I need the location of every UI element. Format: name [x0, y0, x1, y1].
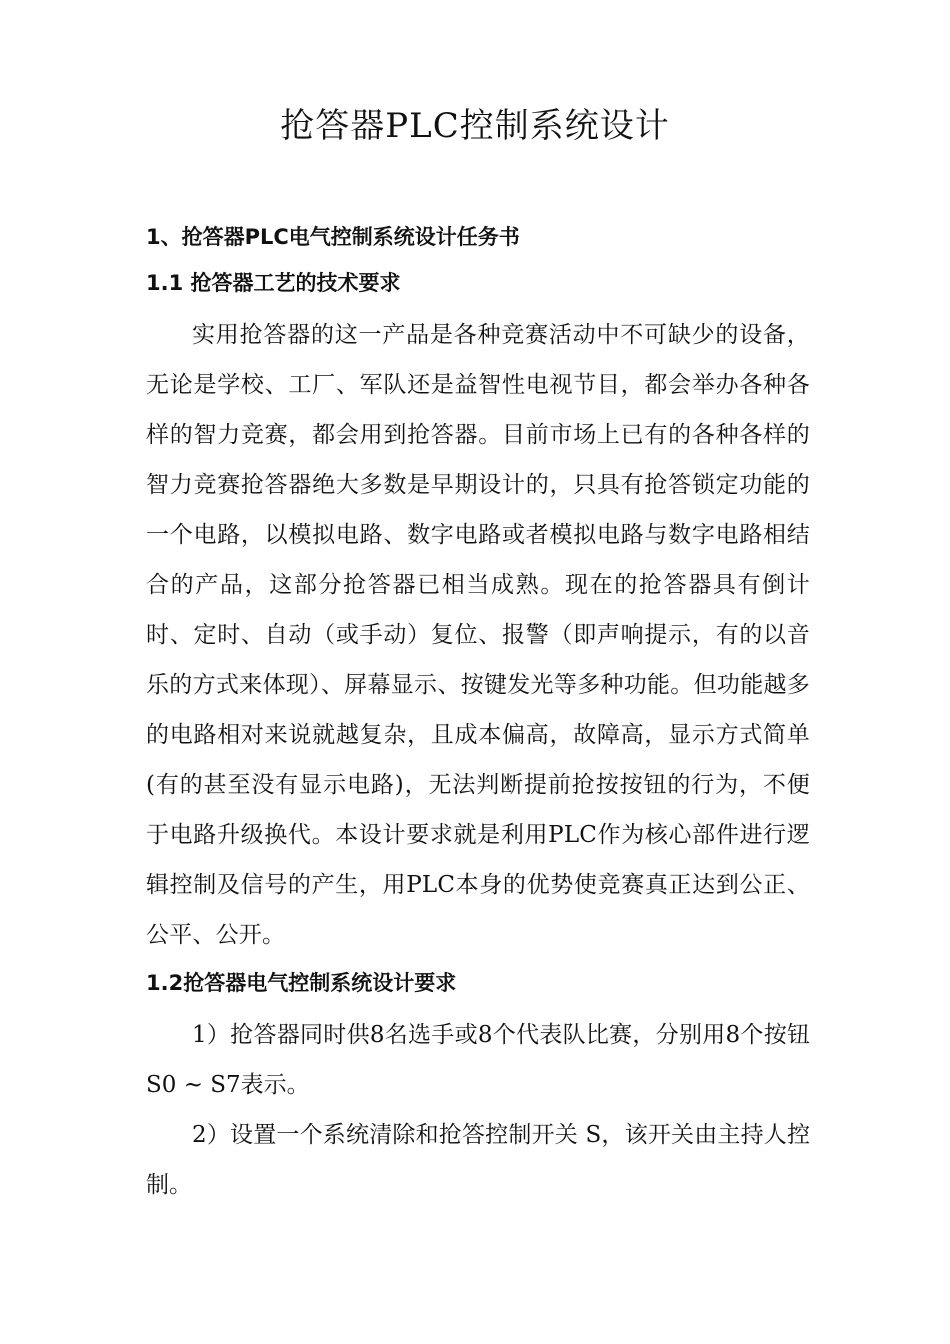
requirement-item-1: 1）抢答器同时供8名选手或8个代表队比赛，分别用8个按钮S0 ~ S7表示。: [146, 1022, 810, 1098]
document-body: [146, 214, 810, 1210]
section-1-1-paragraph: 实用抢答器的这一产品是各种竞赛活动中不可缺少的设备，无论是学校、工厂、军队还是益智性电视节目，都会举办各种各样的智力竞赛，都会用到抢答器。目前市场上已有的各种各样的智力竞赛抢答器绝大多数是早期设计的，只具有抢答锁定功能的一个电路，以模拟电路、数字电路或者模拟电路与数字电路相结合的产品，这部分抢答器已相当成熟。现在的抢答器具有倒计时、定时、自动（或手动）复位、报警（即声响提示，有的以音乐的方式来体现）、屏幕显示、按键发光等多种功能。但功能越多的电路相对来说就越复杂，且成本偏高，故障高，显示方式简单(有的甚至没有显示电路)，无法判断提前抢按按钮的行为，不便于电路升级换代。本设计要求就是利用PLC作为核心部件进行逻辑控制及信号的产生，用PLC本身的优势使竞赛真正达到公正、公平、公开。: [146, 322, 810, 948]
document-title: 抢答器PLC控制系统设计: [280, 106, 670, 146]
section-heading-1-2: 1.2抢答器电气控制系统设计要求: [146, 971, 457, 995]
section-heading-1: 1、抢答器PLC电气控制系统设计任务书: [146, 225, 520, 249]
requirement-item-2: 2）设置一个系统清除和抢答控制开关 S，该开关由主持人控制。: [146, 1122, 810, 1198]
section-heading-1-1: 1.1 抢答器工艺的技术要求: [146, 271, 401, 295]
